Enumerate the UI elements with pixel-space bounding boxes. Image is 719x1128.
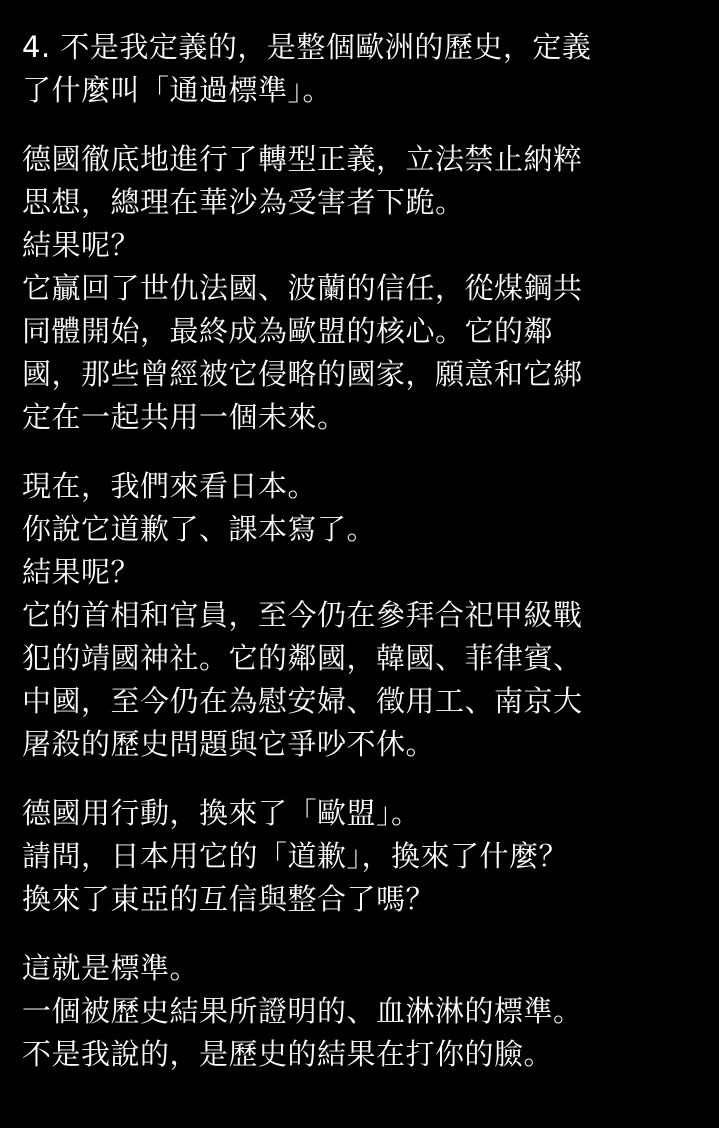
text-line: 德國用行動，換來了「歐盟」。 — [22, 796, 421, 830]
paragraph-spacer — [22, 921, 697, 947]
paragraph-block-1 — [22, 26, 697, 112]
text-line: 它贏回了世仇法國、波蘭的信任，從煤鋼共 — [22, 271, 583, 305]
text-line: 它的首相和官員，至今仍在參拜合祀甲級戰 — [22, 598, 583, 632]
paragraph-block-3 — [22, 465, 697, 766]
text-line: 結果呢？ — [22, 228, 141, 262]
paragraph-spacer — [22, 439, 697, 465]
text-line: 不是我說的，是歷史的結果在打你的臉。 — [22, 1037, 554, 1071]
text-line: 同體開始，最終成為歐盟的核心。它的鄰 — [22, 314, 554, 348]
text-line: 德國徹底地進行了轉型正義，立法禁止納粹 — [22, 142, 583, 176]
text-line: 屠殺的歷史問題與它爭吵不休。 — [22, 727, 436, 761]
paragraph-block-4 — [22, 792, 697, 921]
text-line: 結果呢？ — [22, 555, 141, 589]
text-line: 定在一起共用一個未來。 — [22, 400, 347, 434]
text-line: 犯的靖國神社。它的鄰國，韓國、菲律賓、 — [22, 641, 583, 675]
text-line: 你說它道歉了、課本寫了。 — [22, 512, 377, 546]
text-line: 換來了東亞的互信與整合了嗎？ — [22, 882, 436, 916]
text-line: 了什麼叫「通過標準」。 — [22, 73, 333, 107]
text-line: 中國，至今仍在為慰安婦、徵用工、南京大 — [22, 684, 583, 718]
text-line: 4. 不是我定義的，是整個歐洲的歷史，定義 — [22, 30, 592, 64]
text-line: 請問，日本用它的「道歉」，換來了什麼？ — [22, 839, 569, 873]
text-line: 這就是標準。 — [22, 951, 200, 985]
paragraph-spacer — [22, 766, 697, 792]
paragraph-spacer — [22, 112, 697, 138]
paragraph-block-5 — [22, 947, 697, 1076]
paragraph-block-2 — [22, 138, 697, 439]
text-line: 現在，我們來看日本。 — [22, 469, 318, 503]
text-line: 思想，總理在華沙為受害者下跪。 — [22, 185, 465, 219]
text-line: 一個被歷史結果所證明的、血淋淋的標準。 — [22, 994, 583, 1028]
text-line: 國，那些曾經被它侵略的國家，願意和它綁 — [22, 357, 583, 391]
